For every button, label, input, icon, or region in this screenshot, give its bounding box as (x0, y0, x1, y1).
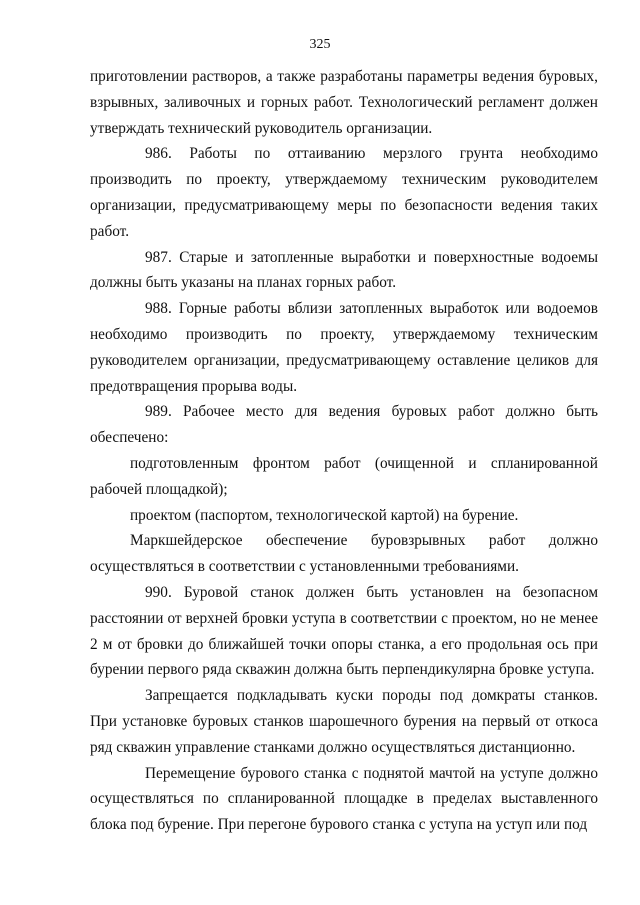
paragraph-990: 990. Буровой станок должен быть установлен на безопасном расстоянии от верхней бровки уступа в соответствии с проектом, но не менее 2 м от бровки до ближайшей точки опоры станка, а его продольная ось при бурении первого ряда скважин должна быть перпендикулярна бровке уступа. (90, 583, 598, 679)
paragraph-continuation: приготовлении растворов, а также разработаны параметры ведения буровых, взрывных, заливочных и горных работ. Технологический регламент должен утверждать технический руководитель организации. (90, 68, 598, 137)
paragraph-986: 986. Работы по оттаиванию мерзлого грунта необходимо производить по проекту, утверждаемому техническим руководителем организации, предусматривающему меры по безопасности ведения таких работ. (90, 145, 598, 240)
list-item-drilling-project: проектом (паспортом, технологической картой) на бурение. (130, 506, 519, 524)
list-item-prepared-front: подготовленным фронтом работ (очищенной и спланированной рабочей площадкой); (90, 454, 598, 498)
paragraph-rig-relocation: Перемещение бурового станка с поднятой мачтой на уступе должно осуществляться по спланированной площадке в пределах выставленного блока под бурение. При перегоне бурового станка с уступа на уступ или под (90, 764, 598, 834)
document-body (90, 64, 598, 838)
page-number: 325 (309, 37, 331, 52)
paragraph-survey-support: Маркшейдерское обеспечение буровзрывных работ должно осуществляться в соответствии с установленными требованиями. (90, 532, 598, 576)
paragraph-987: 987. Старые и затопленные выработки и поверхностные водоемы должны быть указаны на планах горных работ. (90, 248, 598, 292)
paragraph-989: 989. Рабочее место для ведения буровых работ должно быть обеспечено: (90, 403, 598, 447)
paragraph-prohibition: Запрещается подкладывать куски породы под домкраты станков. При установке буровых станков шарошечного бурения на первый от откоса ряд скважин управление станками должно осуществляться дистанционно. (90, 687, 598, 756)
paragraph-988: 988. Горные работы вблизи затопленных выработок или водоемов необходимо производить по проекту, утверждаемому техническим руководителем организации, предусматривающему оставление целиков для предотвращения прорыва воды. (90, 300, 598, 395)
